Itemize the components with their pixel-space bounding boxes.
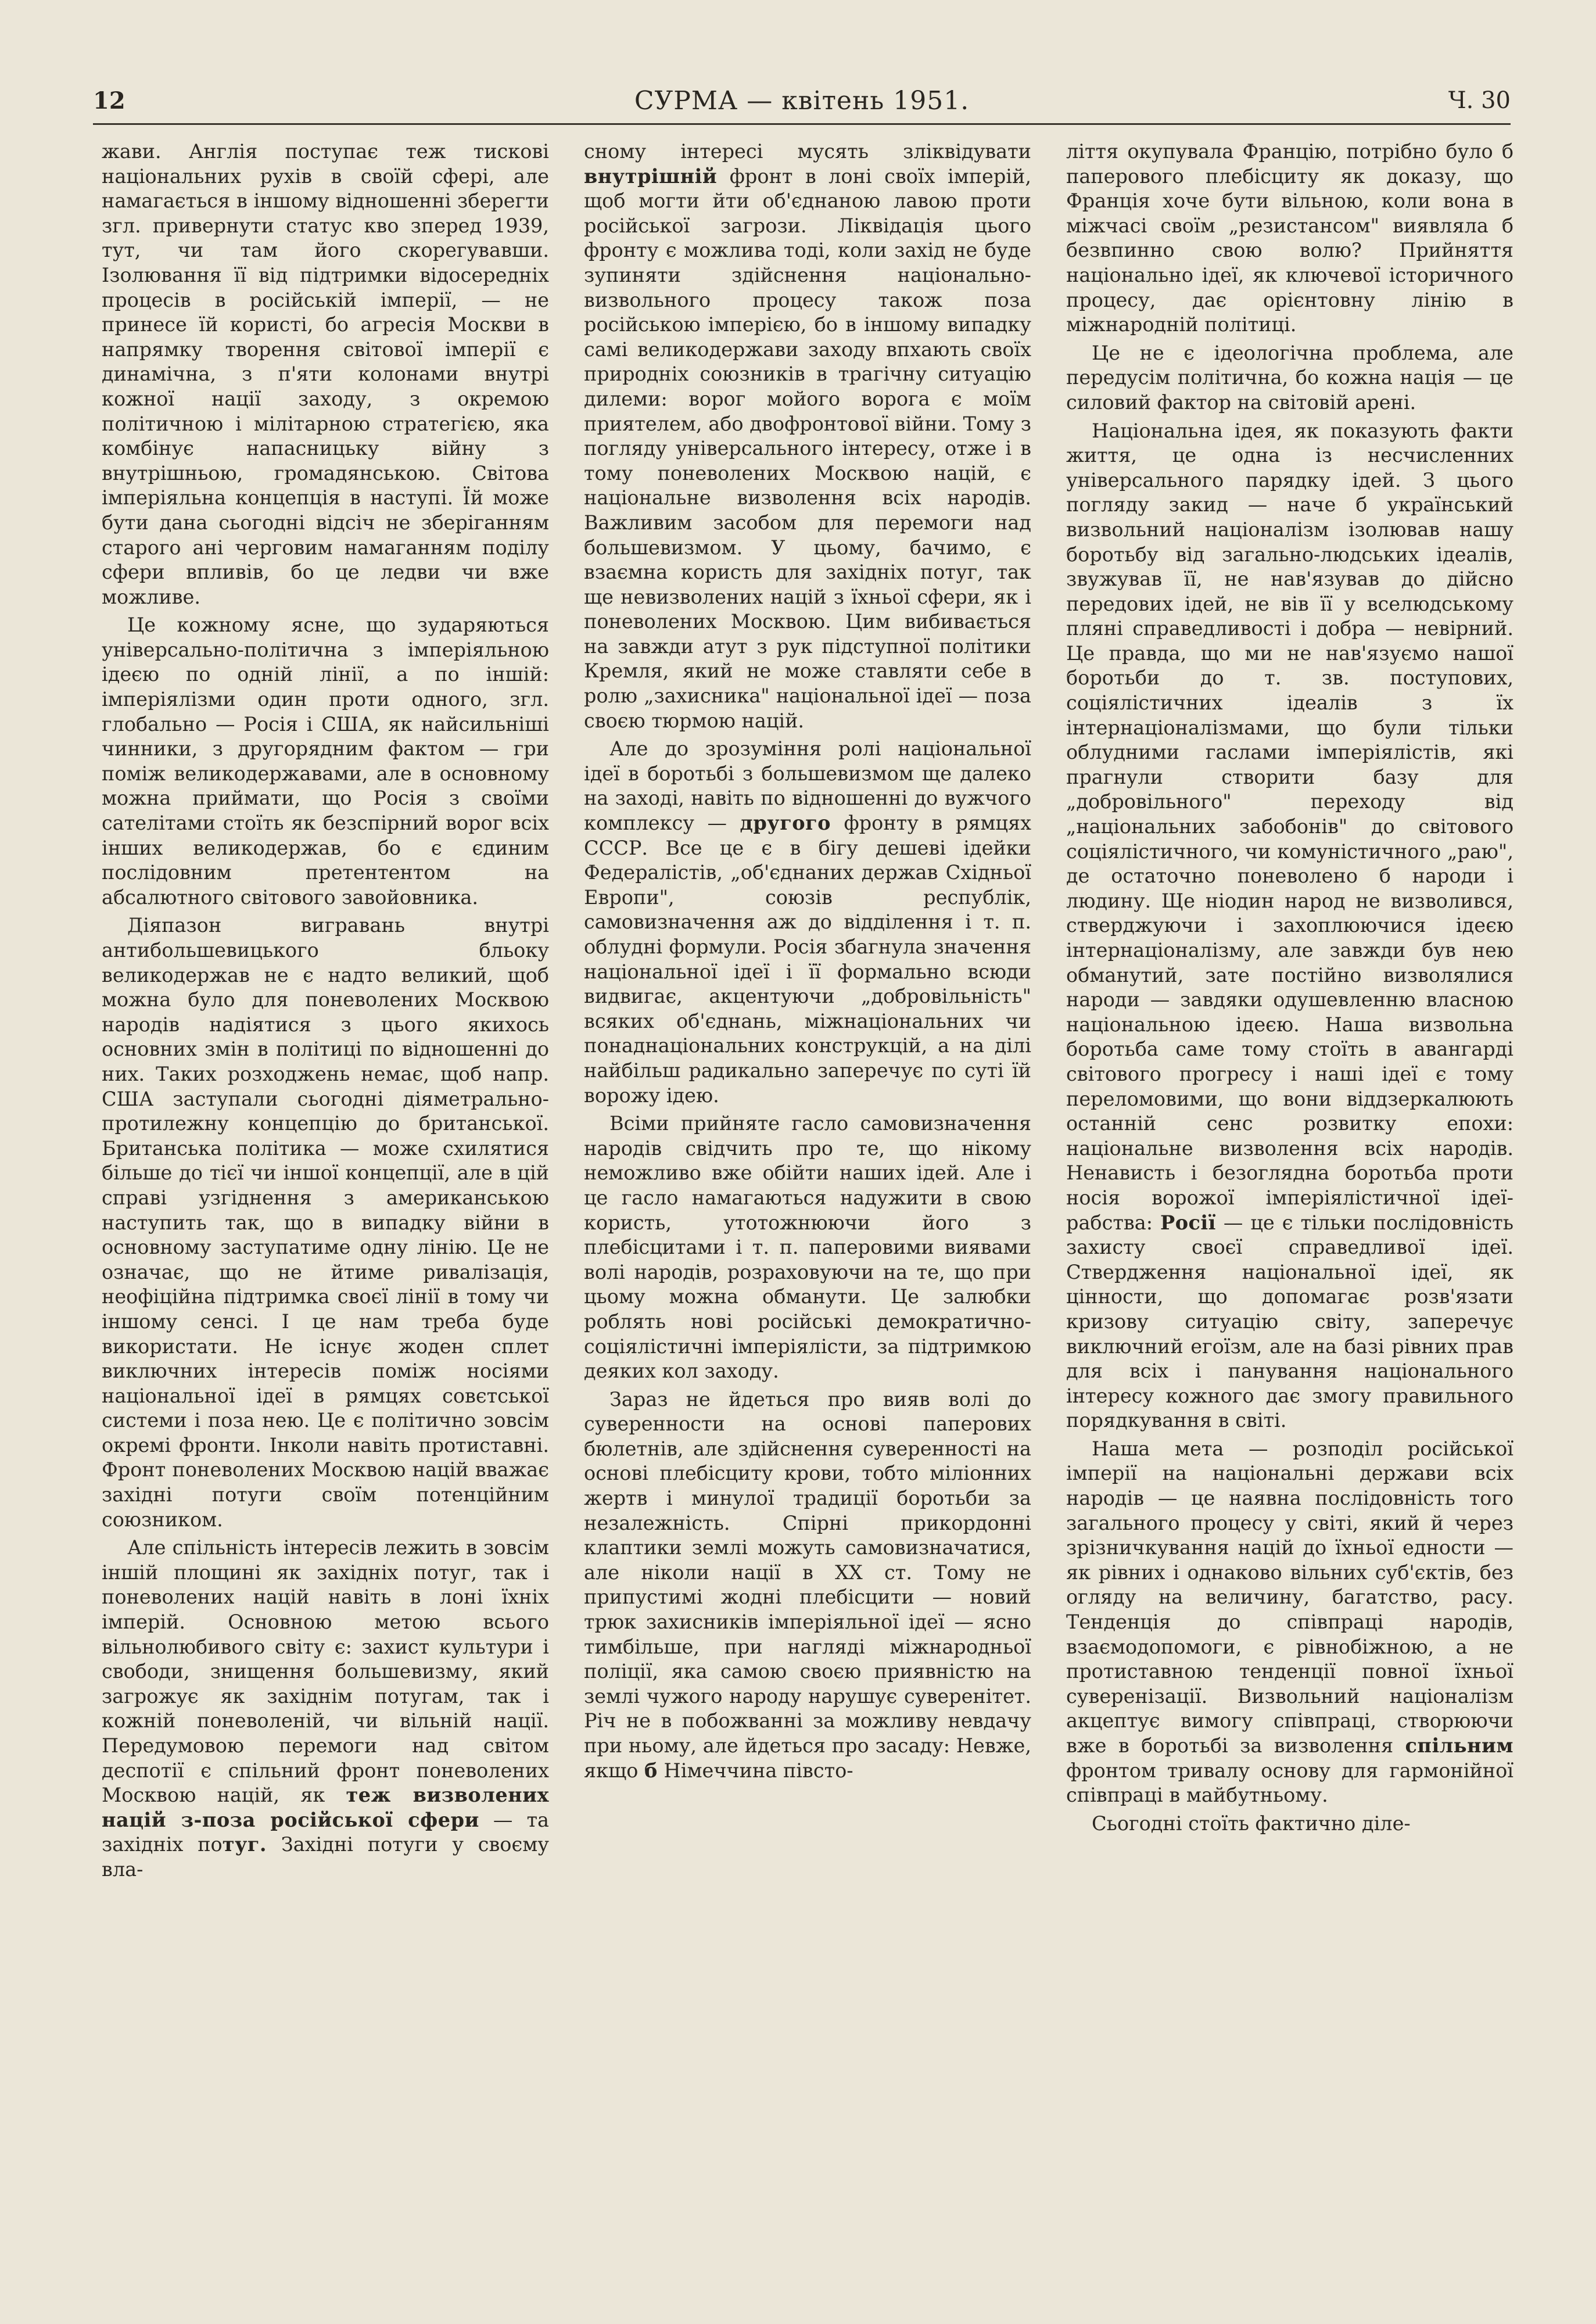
- paragraph: [584, 1387, 1031, 1784]
- text-run: фронту в рямцях СССР. Все це є в бігу дешеві ідейки Федералістів, „об'єднаних держав Східньої Европи", союзів республік, самовизначення аж до відділення і т. п. облудні формули. Росія збагнула значення національної ідеї і її формально всюди видвигає, акцентуючи „добровільність" всяких об'єднань, міжнаціональних чи понаднаціональних конструкцій, а на ділі найбільш радикально заперечує по суті їй ворожу ідею.: [584, 812, 1031, 1107]
- bold-run: другого: [740, 812, 831, 835]
- text-run: Наша мета — розподіл російської імперії на національні держави всіх народів — це наявна послідовність того загального процесу у світі, який й через зрізничкування націй до їхньої едности — як рівних і однаково вільних суб'єктів, без огляду на величину, багатство, расу. Тенденція до співпраці народів, взаємодопомоги, є рівнобіжною, а не протиставною тенденції повної їхньої суверенізації. Визвольний націоналізм акцептує вимогу співпраці, створюючи вже в боротьбі за визволення: [1066, 1437, 1513, 1757]
- bold-run: б: [644, 1759, 658, 1782]
- text-run: сному інтересі мусять зліквідувати: [584, 140, 1031, 163]
- paragraph: Діяпазон вигравань внутрі антибольшевицького бльоку великодержав не є надто великий, щоб можна було для поневолених Москвою народів надіятися з цього якихось основних змін в політиці по відношенні до них. Таких розходжень немає, щоб напр. США заступали сьогодні діяметрально-протилежну концепцію до британської. Британська політика — може схилятися більше до тієї чи іншої концепції, але в цій справі узгіднення з американською наступить так, що в випадку війни в основному заступатиме одну лінію. Це не означає, що не йтиме ривалізація, неофіційна підтримка своєї лінії в тому чи іншому сенсі. І це нам треба буде використати. Не існує жоден сплет виключних інтересів поміж носіями національної ідеї в рямцях совєтської системи і поза нею. Це є політично зовсім окремі фронти. Інколи навіть протиставні. Фронт поневолених Москвою націй вважає західні потуги своїм потенційним союзником.: [102, 914, 549, 1531]
- paragraph: [1066, 419, 1513, 1433]
- paragraph: [584, 737, 1031, 1108]
- paragraph: [1066, 1437, 1513, 1808]
- page-number: 12: [93, 87, 125, 114]
- bold-run: спільним: [1405, 1734, 1513, 1757]
- paragraph: жави. Англія поступає теж тискові національних рухів в своїй сфері, але намагається в іншому відношенні зберегти згл. привернути статус кво зперед 1939, тут, чи там його скорегувавши. Ізолювання її від підтримки відосередніх процесів в російській імперії, — не принесе їй користі, бо агресія Москви в напрямку творення світової імперії є динамічна, з п'яти колонами внутрі кожної нації заходу, з окремою політичною і мілітарною стратегією, яка комбінує напасницьку війну з внутрішньою, громадянською. Світова імперіяльна концепція в наступі. Їй може бути дана сьогодні відсіч не зберіганням старого ані черговим намаганням поділу сфери впливів, бо це ледви чи вже можливе.: [102, 140, 549, 608]
- column-2: [584, 139, 1031, 1787]
- paragraph: Сьогодні стоїть фактично діле-: [1092, 1812, 1411, 1835]
- text-run: Західні потуги у своєму вла-: [102, 1833, 550, 1881]
- paragraph: [102, 1536, 549, 1882]
- bold-run: туг.: [222, 1833, 267, 1856]
- issue-number: Ч. 30: [1448, 87, 1511, 114]
- text-run: Німеччина півсто-: [657, 1759, 853, 1782]
- paragraph: [584, 139, 1031, 733]
- header-rule: [93, 123, 1511, 125]
- text-run: фронт в лоні своїх імперій, щоб могти йти об'єднаною лавою проти російської загрози. Ліквідація цього фронту є можлива тоді, коли захід не буде зупиняти здійснення національно-визвольного процесу також поза російською імперією, бо в іншому випадку самі великодержави заходу впхають своїх природніх союзників в трагічну ситуацію дилеми: ворог мойого ворога є моїм приятелем, або двофронтової війни. Тому з погляду універсального інтересу, отже і в тому поневолених Москвою націй, є національне визволення всіх народів. Важливим засобом для перемоги над большевизмом. У цьому, бачимо, є взаємна користь для західніх потуг, так ще невизволених націй з їхньої сфери, як і поневолених Москвою. Цим вибивається на завжди атут з рук підступної політики Кремля, який не може ставляти себе в ролю „захисника" національної ідеї — поза своєю тюрмою націй.: [584, 164, 1031, 732]
- text-run: Але спільність інтересів лежить в зовсім іншій площині як західніх потуг, так і поневолених націй навіть в лоні їхніх імперій. Основною метою всього вільнолюбивого світу є: захист культури і свободи, знищення большевизму, який загрожує як західнім потугам, так і кожній поневоленій, чи вільній нації. Передумовою перемоги над світом деспотії є спільний фронт поневолених Москвою націй, як: [102, 1536, 549, 1807]
- text-run: — та західніх по: [102, 1808, 549, 1856]
- text-run: Але до зрозуміння ролі національної ідеї в боротьбі з большевизмом ще далеко на заході, навіть по відношенні до вужчого комплексу —: [584, 737, 1031, 835]
- bold-run: теж визволених націй з-поза російської сфери: [102, 1784, 549, 1831]
- text-run: Національна ідея, як показують факти життя, це одна із несчисленних універсального парядку ідей. З цього погляду закид — наче б український визвольний націоналізм ізолював нашу боротьбу від загально-людських ідеалів, звужував її, не нав'язував до дійсно передових ідей, не вів її у вселюдському пляні справедливості і добра — невірний. Це правда, що ми не нав'язуємо нашої боротьби до т. зв. поступових, соціялістичних ідеалів з їх інтернаціоналізмами, що були тільки облудними гаслами імперіялістів, які прагнули створити базу для „добровільного" переходу від „національних забобонів" до світового соціялістичного, чи комуністичного „раю", де остаточно поневолено б народи і людину. Ще ніодин народ не визволився, стверджуючи і захоплюючися ідеєю інтернаціоналізму, але завжди був нею обманутий, зате постійно визволялися народи — завдяки одушевленню власною національною ідеєю. Наша визвольна боротьба саме тому стоїть в авангарді світового прогресу і наші ідеї є тому переломовими, що вони віддзеркалюють останній сенс розвитку епохи: національне визволення всіх народів. Ненависть і безоглядна боротьба проти носія ворожої імперіялістичної ідеї-рабства:: [1066, 419, 1513, 1234]
- text-run: — це є тільки послідовність захисту своєї справедливої ідеї. Ствердження національної ідеї, як цінности, що допомагає розв'язати кризову ситуацію світу, заперечує виключний егоїзм, але на базі рівних прав для всіх і панування національного інтересу кожного дає змогу правильного порядкування в світі.: [1066, 1211, 1513, 1432]
- bold-run: внутрішній: [584, 164, 718, 188]
- paragraph: Це не є ідеологічна проблема, але передусім політична, бо кожна нація — це силовий фактор на світовій арені.: [1066, 341, 1513, 414]
- text-run: фронтом тривалу основу для гармонійної співпраці в майбутньому.: [1066, 1759, 1513, 1807]
- paragraph: Всіми прийняте гасло самовизначення народів свідчить про те, що нікому неможливо вже обійти наших ідей. Але і це гасло намагаються надужити в свою користь, утотожнюючи його з плебісцитами і т. п. паперовими виявами волі народів, розраховуючи на те, що при цьому можна обманути. Це залюбки роблять нові російські демократично-соціялістичні імперіялісти, за підтримкою деяких кол заходу.: [584, 1112, 1031, 1383]
- bold-run: Росії: [1160, 1211, 1216, 1234]
- column-1: [102, 139, 549, 1886]
- column-3: [1066, 139, 1513, 1839]
- paragraph: Це кожному ясне, що зударяються універсально-політична з імперіяльною ідеєю по одній лінії, а по іншій: імперіялізми один проти одного, згл. глобально — Росія і США, як найсильніші чинники, з другорядним фактом — гри поміж великодержавами, але в основному можна приймати, що Росія з своїми сателітами стоїть як безспірний ворог всіх інших великодержав, бо є єдиним послідовним претентентом на абсалютного світового завойовника.: [102, 614, 549, 909]
- masthead: СУРМА — квітень 1951.: [634, 86, 970, 116]
- text-run: Зараз не йдеться про вияв волі до суверенности на основі паперових бюлетнів, але здійснення суверенності на основі плебісциту крови, тобто міліонних жертв і минулої традиції боротьби за незалежність. Спірні прикордонні клаптики землі можуть самовизначатися, але ніколи нації в XX ст. Тому не припустимі жодні плебісцити — новий трюк захисників імперіяльної ідеї — ясно тимбільше, при нагляді міжнародньої поліції, яка самою своєю приявністю на землі чужого народу нарушує суверенітет. Річ не в побожванні за можливу невдачу при ньому, але йдеться про засаду: Невже, якщо: [584, 1387, 1031, 1782]
- page-header: [93, 81, 1511, 134]
- paragraph: ліття окупувала Францію, потрібно було б паперового плебісциту як доказу, що Франція хоче бути вільною, коли вона в міжчасі своїм „резистансом" виявляла б безвпинно свою волю? Прийняття національно ідеї, як ключевої історичного процесу, дає орієнтовну лінію в міжнародній політиці.: [1066, 140, 1513, 336]
